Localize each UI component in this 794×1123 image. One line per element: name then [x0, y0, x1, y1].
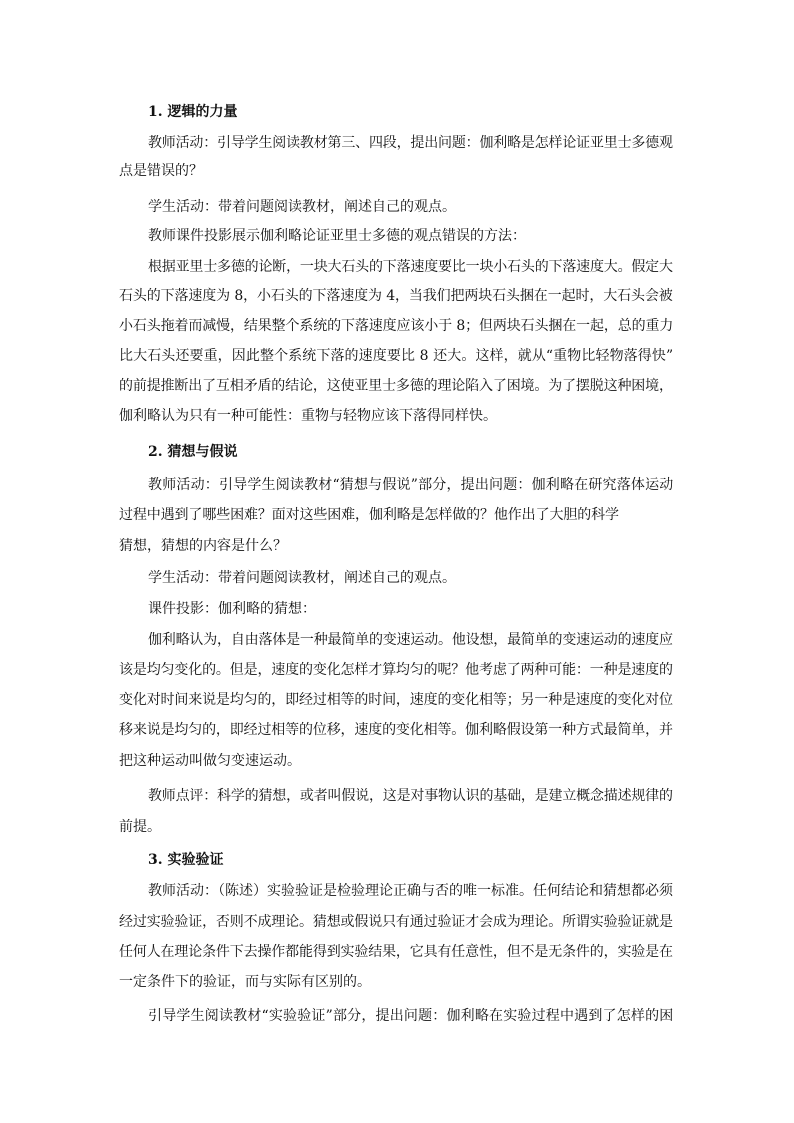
paragraph-line: 根据亚里士多德的论断，一块大石头的下落速度要比一块小石头的下落速度大。假定大 [148, 259, 673, 275]
paragraph-line: 石头的下落速度为 8，小石头的下落速度为 4，当我们把两块石头捆在一起时，大石头会被 [119, 288, 673, 304]
paragraph-line: 学生活动：带着问题阅读教材，阐述自己的观点。 [148, 570, 456, 586]
section-heading: 1. 逻辑的力量 [148, 104, 238, 120]
paragraph-line: 比大石头还要重，因此整个系统下落的速度要比 8 还大。这样，就从“重物比轻物落得快” [119, 348, 674, 364]
paragraph-line: 一定条件下的验证，而与实际有区别的。 [119, 974, 371, 990]
section-heading: 3. 实验验证 [148, 852, 224, 868]
section-heading: 2. 猜想与假说 [148, 444, 238, 460]
paragraph-line: 教师活动：（陈述）实验验证是检验理论正确与否的唯一标准。任何结论和猜想都必须 [148, 883, 673, 899]
paragraph-line: 教师活动：引导学生阅读教材第三、四段，提出问题：伽利略是怎样论证亚里士多德观 [148, 135, 673, 151]
paragraph-line: 课件投影：伽利略的猜想： [148, 601, 316, 617]
paragraph-line: 伽利略认为，自由落体是一种最简单的变速运动。他设想，最简单的变速运动的速度应 [148, 632, 673, 648]
paragraph-line: 点是错误的？ [119, 163, 203, 179]
paragraph-line: 伽利略认为只有一种可能性：重物与轻物应该下落得同样快。 [119, 408, 497, 424]
paragraph-line: 经过实验验证，否则不成理论。猜想或假说只有通过验证才会成为理论。所谓实验验证就是 [119, 914, 673, 930]
paragraph-line: 移来说是均匀的，即经过相等的位移，速度的变化相等。伽利略假设第一种方式最简单，并 [119, 722, 673, 738]
paragraph-line: 任何人在理论条件下去操作都能得到实验结果，它具有任意性，但不是无条件的，实验是在 [119, 944, 673, 960]
paragraph-line: 教师活动：引导学生阅读教材“猜想与假说”部分，提出问题：伽利略在研究落体运动 [148, 477, 674, 493]
paragraph-line: 变化对时间来说是均匀的，即经过相等的时间，速度的变化相等；另一种是速度的变化对位 [119, 692, 673, 708]
paragraph-line: 前提。 [119, 819, 161, 835]
paragraph-line: 的前提推断出了互相矛盾的结论，这使亚里士多德的理论陷入了困境。为了摆脱这种困境， [119, 378, 673, 394]
paragraph-line: 教师点评：科学的猜想，或者叫假说，这是对事物认识的基础，是建立概念描述规律的 [148, 788, 673, 804]
paragraph-line: 该是均匀变化的。但是，速度的变化怎样才算均匀的呢？他考虑了两种可能：一种是速度的 [119, 662, 673, 678]
paragraph-line: 小石头拖着而减慢，结果整个系统的下落速度应该小于 8；但两块石头捆在一起，总的重力 [119, 318, 674, 334]
paragraph-line: 猜想，猜想的内容是什么？ [119, 538, 287, 554]
paragraph-line: 教师课件投影展示伽利略论证亚里士多德的观点错误的方法： [148, 228, 526, 244]
paragraph-line: 把这种运动叫做匀变速运动。 [119, 753, 301, 769]
paragraph-line: 过程中遇到了哪些困难？面对这些困难，伽利略是怎样做的？他作出了大胆的科学 [119, 507, 619, 523]
paragraph-line: 引导学生阅读教材“实验验证”部分，提出问题：伽利略在实验过程中遇到了怎样的困 [148, 1008, 674, 1024]
paragraph-line: 学生活动：带着问题阅读教材，阐述自己的观点。 [148, 199, 456, 215]
